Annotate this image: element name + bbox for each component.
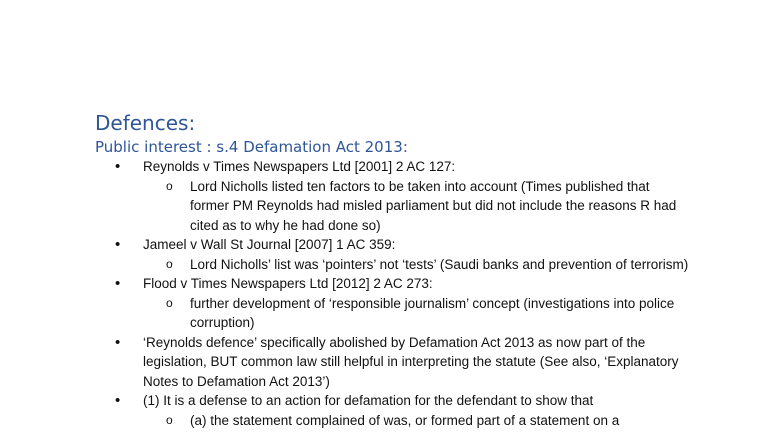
- list-item-text: Reynolds v Times Newspapers Ltd [2001] 2 AC 127:: [143, 159, 456, 174]
- sub-list-item: o Lord Nicholls listed ten factors to be taken into account (Times published that former PM Reynolds had misled parliament but did not include the reasons R had cited as to why he had done so): [143, 177, 690, 236]
- list-item-text: Flood v Times Newspapers Ltd [2012] 2 AC 273:: [143, 276, 433, 291]
- sub-list: [143, 294, 703, 333]
- section-heading: Defences:: [95, 111, 196, 135]
- list-item: [0, 235, 703, 274]
- list-item: [0, 391, 703, 430]
- bullet-list: [0, 157, 784, 430]
- sub-list: [143, 177, 703, 236]
- list-item-text: Jameel v Wall St Journal [2007] 1 AC 359:: [143, 237, 396, 252]
- list-item-text: ‘Reynolds defence’ specifically abolished by Defamation Act 2013 as now part of the legislation, BUT common law still helpful in interpreting the statute (See also, ‘Explanatory Notes to Defamation Act 2013’): [143, 334, 679, 389]
- list-item-text: (1) It is a defense to an action for defamation for the defendant to show that: [143, 393, 594, 408]
- sub-list-item: o Lord Nicholls’ list was ‘pointers’ not ‘tests’ (Saudi banks and prevention of terrorism): [143, 255, 690, 275]
- sub-list: [143, 411, 703, 431]
- list-item: [0, 157, 703, 235]
- sub-list-item: o (a) the statement complained of was, or formed part of a statement on a: [143, 411, 690, 431]
- section-subheading: Public interest : s.4 Defamation Act 2013:: [95, 138, 408, 156]
- list-item: [0, 274, 703, 333]
- sub-list: [143, 255, 703, 275]
- sub-list-item: o further development of ‘responsible journalism’ concept (investigations into police corruption): [143, 294, 690, 333]
- list-item: [0, 333, 703, 392]
